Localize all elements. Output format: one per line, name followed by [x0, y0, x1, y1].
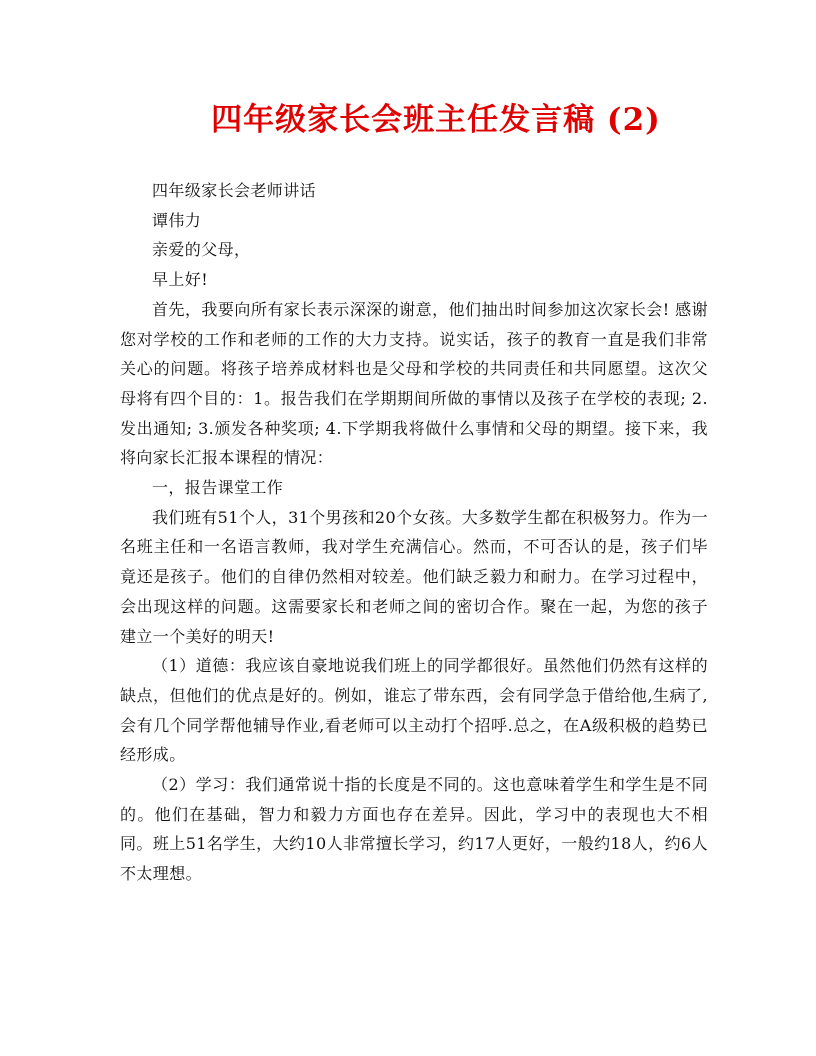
subtitle-line: 四年级家长会老师讲话 — [152, 181, 317, 200]
document-body — [120, 176, 708, 889]
body-paragraph: （1）道德：我应该自豪地说我们班上的同学都很好。虽然他们仍然有这样的缺点，但他们的优点是好的。例如，谁忘了带东西，会有同学急于借给他,生病了,会有几个同学帮他辅导作业,看老师可以主动打个招呼.总之，在A级积极的趋势已经形成。 — [120, 656, 708, 765]
salutation-line: 亲爱的父母， — [152, 240, 251, 260]
body-paragraph: （2）学习：我们通常说十指的长度是不同的。这也意味着学生和学生是不同的。他们在基础，智力和毅力方面也存在差异。因此，学习中的表现也大不相同。班上51名学生，大约10人非常擅长学习，约17人更好，一般约18人，约6人不太理想。 — [120, 775, 708, 884]
section-heading: 一，报告课堂工作 — [152, 478, 284, 498]
author-line: 谭伟力 — [152, 210, 202, 230]
document-title: 四年级家长会班主任发言稿 (2) — [211, 102, 661, 138]
greeting-line: 早上好! — [152, 270, 209, 290]
body-paragraph: 首先，我要向所有家长表示深深的谢意，他们抽出时间参加这次家长会! 感谢您对学校的工作和老师的工作的大力支持。说实话，孩子的教育一直是我们非常关心的问题。将孩子培养成材料也是父母和学校的共同责任和共同愿望。这次父母将有四个目的：1。报告我们在学期期间所做的事情以及孩子在学校的表现; 2.发出通知; 3.颁发各种奖项; 4.下学期我将做什么事情和父母的期望。接下来，我将向家长汇报本课程的情况： — [120, 299, 708, 468]
body-paragraph: 我们班有51个人，31个男孩和20个女孩。大多数学生都在积极努力。作为一名班主任和一名语言教师，我对学生充满信心。然而，不可否认的是，孩子们毕竟还是孩子。他们的自律仍然相对较差。他们缺乏毅力和耐力。在学习过程中，会出现这样的问题。这需要家长和老师之间的密切合作。聚在一起，为您的孩子建立一个美好的明天! — [120, 507, 708, 646]
